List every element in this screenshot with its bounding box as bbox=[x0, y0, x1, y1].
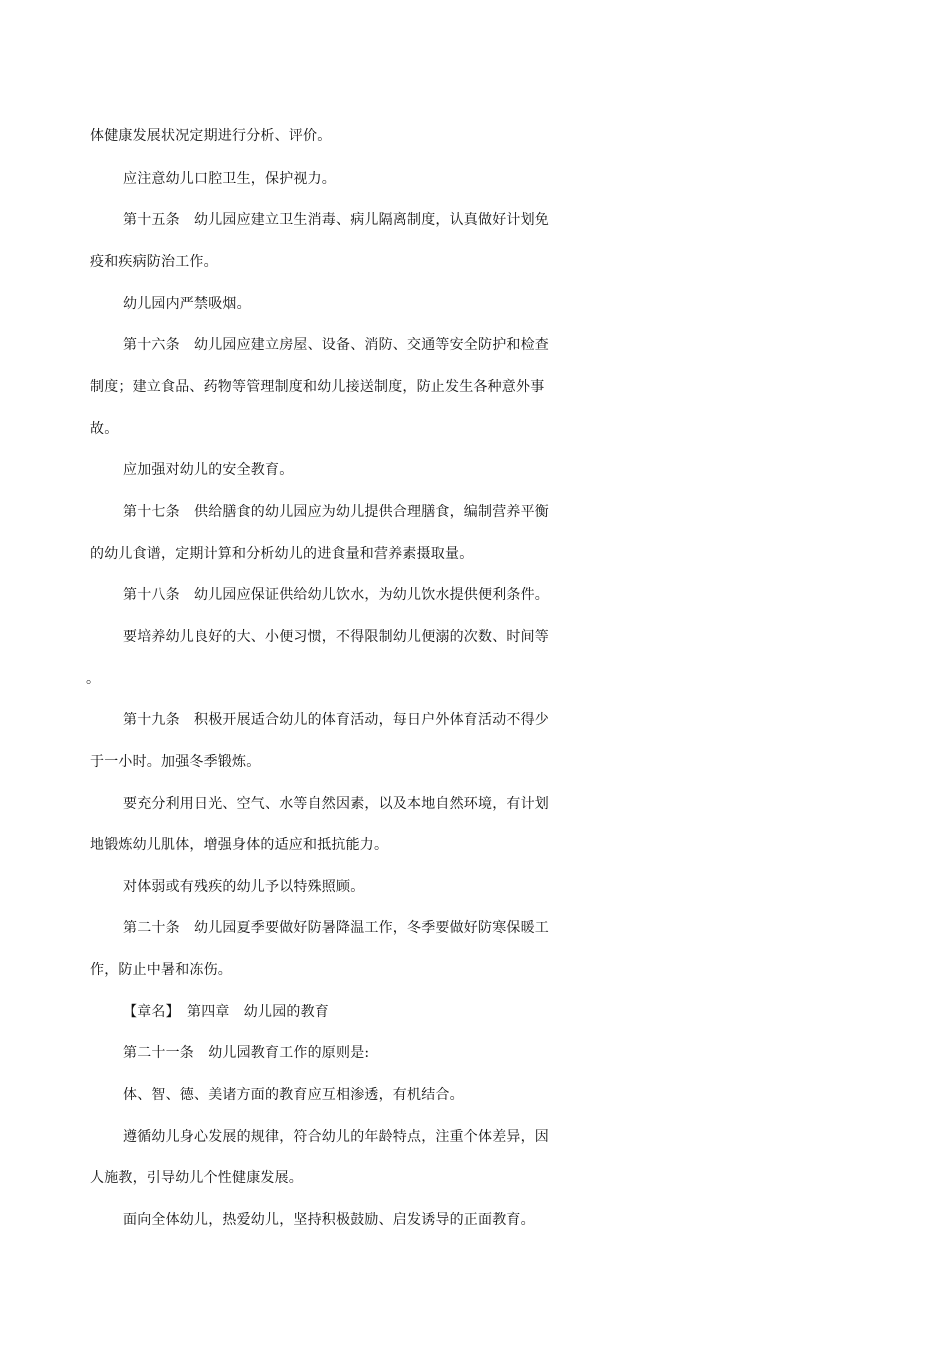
text-line: 地锻炼幼儿肌体，增强身体的适应和抵抗能力。 bbox=[90, 837, 389, 853]
text-line: 面向全体幼儿，热爱幼儿，坚持积极鼓励、启发诱导的正面教育。 bbox=[123, 1212, 535, 1228]
text-line: 作，防止中暑和冻伤。 bbox=[90, 962, 232, 978]
text-line: 人施教，引导幼儿个性健康发展。 bbox=[90, 1170, 303, 1186]
text-line: 制度；建立食品、药物等管理制度和幼儿接送制度，防止发生各种意外事 bbox=[90, 379, 545, 395]
text-line: 遵循幼儿身心发展的规律，符合幼儿的年龄特点，注重个体差异，因 bbox=[123, 1129, 549, 1145]
text-line: 幼儿园内严禁吸烟。 bbox=[123, 296, 251, 312]
text-line: 第十六条 幼儿园应建立房屋、设备、消防、交通等安全防护和检查 bbox=[123, 337, 549, 353]
text-line: 第二十一条 幼儿园教育工作的原则是: bbox=[123, 1045, 370, 1061]
text-line: 第十五条 幼儿园应建立卫生消毒、病儿隔离制度，认真做好计划免 bbox=[123, 212, 549, 228]
text-line: 体、智、德、美诸方面的教育应互相渗透，有机结合。 bbox=[123, 1087, 464, 1103]
text-line: 要培养幼儿良好的大、小便习惯，不得限制幼儿便溺的次数、时间等 bbox=[123, 629, 549, 645]
chapter-heading: 【章名】 第四章 幼儿园的教育 bbox=[123, 1004, 329, 1020]
text-line: 对体弱或有残疾的幼儿予以特殊照顾。 bbox=[123, 879, 365, 895]
text-line: 要充分利用日光、空气、水等自然因素，以及本地自然环境，有计划 bbox=[123, 796, 549, 812]
text-line: 于一小时。加强冬季锻炼。 bbox=[90, 754, 261, 770]
text-line: 体健康发展状况定期进行分析、评价。 bbox=[90, 128, 332, 144]
text-line: 疫和疾病防治工作。 bbox=[90, 254, 218, 270]
text-line: 应加强对幼儿的安全教育。 bbox=[123, 462, 294, 478]
text-line: 应注意幼儿口腔卫生，保护视力。 bbox=[123, 171, 336, 187]
text-line: 第十七条 供给膳食的幼儿园应为幼儿提供合理膳食，编制营养平衡 bbox=[123, 504, 549, 520]
text-line: 的幼儿食谱，定期计算和分析幼儿的进食量和营养素摄取量。 bbox=[90, 546, 474, 562]
text-line: 。 bbox=[86, 671, 101, 687]
text-line: 第二十条 幼儿园夏季要做好防暑降温工作，冬季要做好防寒保暖工 bbox=[123, 920, 549, 936]
text-line: 第十八条 幼儿园应保证供给幼儿饮水，为幼儿饮水提供便利条件。 bbox=[123, 587, 549, 603]
text-line: 第十九条 积极开展适合幼儿的体育活动，每日户外体育活动不得少 bbox=[123, 712, 549, 728]
text-line: 故。 bbox=[90, 421, 119, 437]
